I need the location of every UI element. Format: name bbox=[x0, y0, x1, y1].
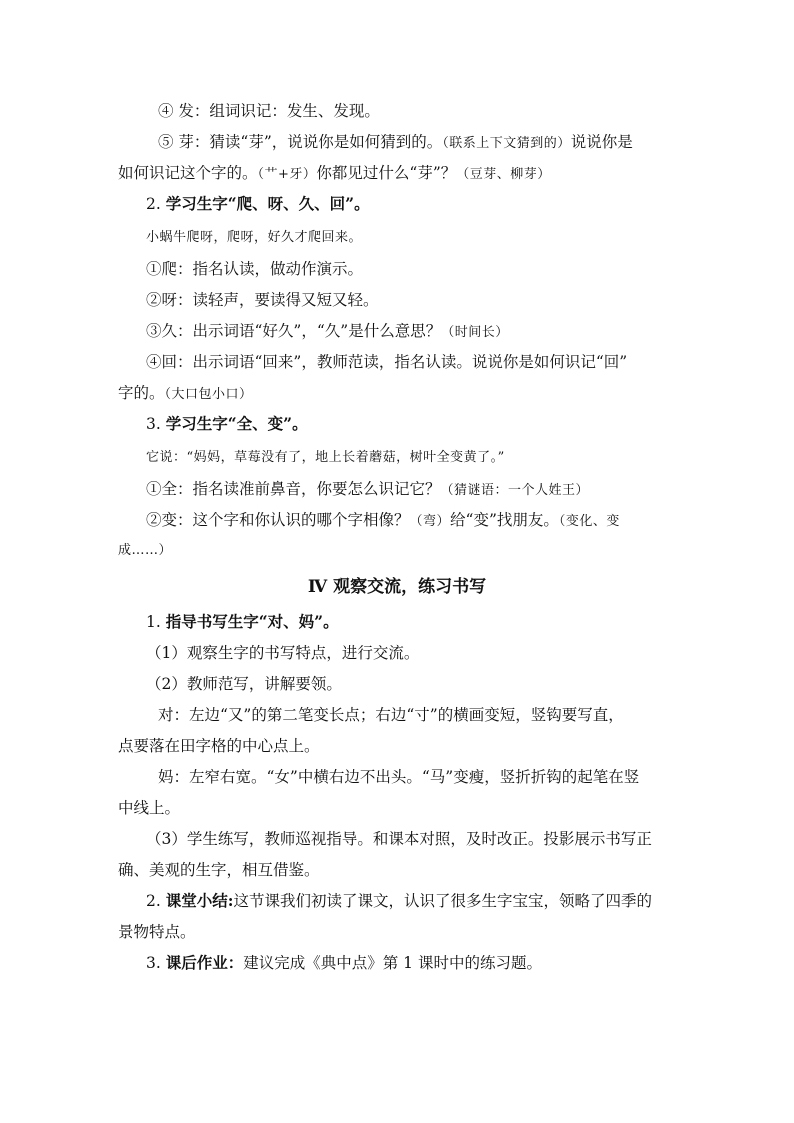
item-hui-continued: 字的。（大口包小口） bbox=[118, 384, 253, 402]
writing-dui: 对：左边“又”的第二笔变长点；右边“寸”的横画变短，竖钩要写直， bbox=[158, 706, 624, 724]
section-3-title: 3. 学习生字“全、变”。 bbox=[146, 414, 308, 433]
item-ya2: ②呀：读轻声，要读得又短又轻。 bbox=[146, 291, 379, 309]
item-hui: ④回：出示词语“回来”，教师范读，指名认读。说说你是如何识记“回” bbox=[146, 353, 628, 371]
step-1-1: （1）观察生字的书写特点，进行交流。 bbox=[146, 644, 420, 662]
section-heading: Ⅳ 观察交流，练习书写 bbox=[307, 577, 487, 597]
writing-dui-continued: 点要落在田字格的中心点上。 bbox=[118, 737, 320, 755]
example-quote: 它说：“妈妈，草莓没有了，地上长着蘑菇，树叶全变黄了。” bbox=[146, 450, 505, 465]
item-ya-continued: 如何识记这个字的。（艹+牙）你都见过什么“芽”？（豆芽、柳芽） bbox=[118, 164, 551, 182]
writing-ma-continued: 中线上。 bbox=[118, 799, 181, 817]
item-ya: ⑤ 芽：猜读“芽”，说说你是如何猜到的。（联系上下文猜到的）说说你是 bbox=[158, 133, 633, 151]
class-summary-continued: 景物特点。 bbox=[118, 923, 196, 941]
item-jiu: ③久：出示词语“好久”，“久”是什么意思？（时间长） bbox=[146, 322, 509, 340]
item-bian-continued: 成……） bbox=[118, 543, 173, 558]
step-1-3-continued: 确、美观的生字，相互借鉴。 bbox=[118, 861, 320, 879]
writing-ma: 妈：左窄右宽。“女”中横右边不出头。“马”变瘦，竖折折钩的起笔在竖 bbox=[158, 768, 640, 786]
item-quan: ①全：指名读准前鼻音，你要怎么识记它？（猜谜语：一个人姓王） bbox=[146, 480, 590, 498]
example-sentence: 小蜗牛爬呀，爬呀，好久才爬回来。 bbox=[146, 230, 363, 245]
class-summary: 2. 课堂小结:这节课我们初读了课文，认识了很多生字宝宝，领略了四季的 bbox=[146, 891, 652, 910]
step-1-title: 1. 指导书写生字“对、妈”。 bbox=[146, 612, 339, 631]
section-2-title: 2. 学习生字“爬、呀、久、回”。 bbox=[146, 194, 370, 213]
homework: 3. 课后作业：建议完成《典中点》第 1 课时中的练习题。 bbox=[146, 953, 542, 972]
item-pa: ①爬：指名认读，做动作演示。 bbox=[146, 260, 364, 278]
item-bian: ②变：这个字和你认识的哪个字相像？（弯）给“变”找朋友。（变化、变 bbox=[146, 511, 620, 529]
step-1-3: （3）学生练写，教师巡视指导。和课本对照，及时改正。投影展示书写正 bbox=[146, 830, 652, 848]
step-1-2: （2）教师范写，讲解要领。 bbox=[146, 675, 342, 693]
item-fa: ④ 发：组词识记：发生、发现。 bbox=[158, 102, 380, 120]
